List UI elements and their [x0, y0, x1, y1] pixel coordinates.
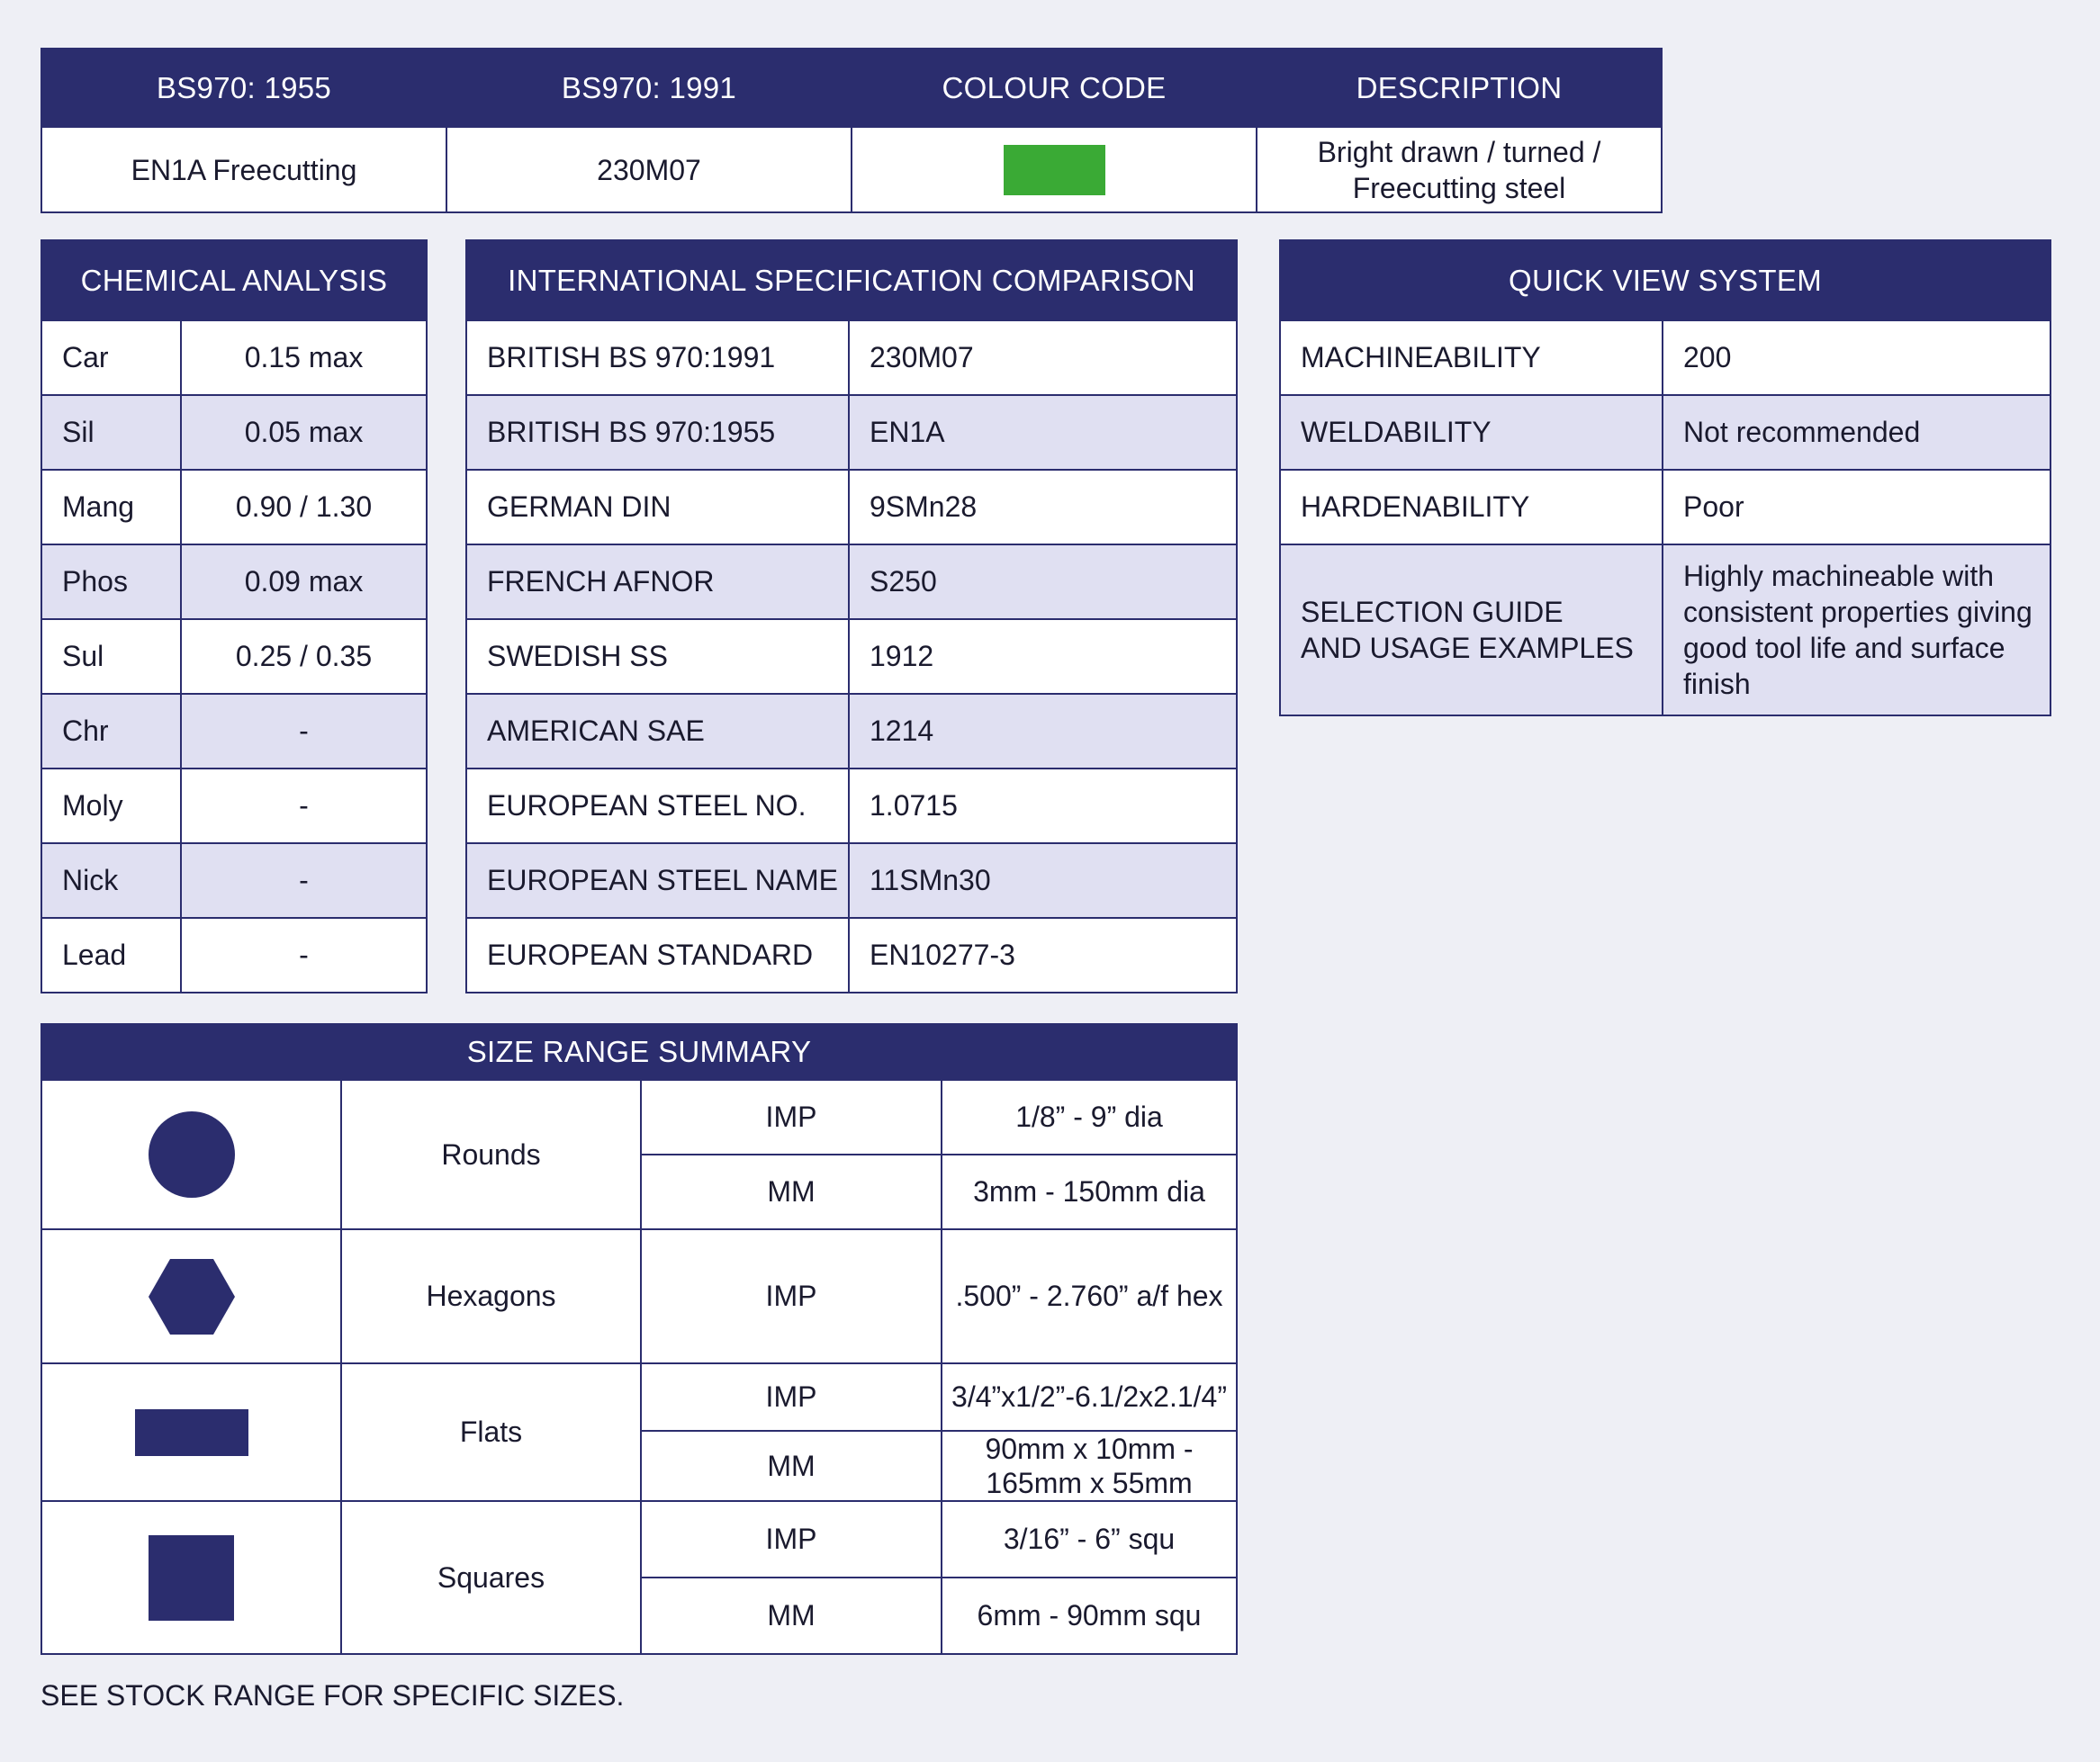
table-row: [41, 1363, 1237, 1431]
spec-value: 9SMn28: [849, 470, 1237, 544]
header-bs1991: BS970: 1991: [446, 49, 852, 127]
table-row: [41, 395, 427, 470]
hexagons-imp-label: IMP: [641, 1229, 942, 1363]
element-value: -: [181, 769, 427, 843]
squares-mm-label: MM: [641, 1578, 942, 1654]
spec-label: EUROPEAN STEEL NAME: [466, 843, 849, 918]
header-colour-code: COLOUR CODE: [852, 49, 1257, 127]
rounds-imp-value: 1/8” - 9” dia: [942, 1080, 1237, 1155]
table-row: [466, 769, 1237, 843]
weldability-label: WELDABILITY: [1280, 395, 1663, 470]
flats-mm-line-2: 165mm x 55mm: [986, 1467, 1193, 1499]
element-label: Phos: [41, 544, 181, 619]
colour-code-cell: [852, 127, 1257, 212]
hexagon-icon: [149, 1259, 235, 1335]
spec-label: BRITISH BS 970:1991: [466, 320, 849, 395]
header-bs1955: BS970: 1955: [41, 49, 446, 127]
machineability-label: MACHINEABILITY: [1280, 320, 1663, 395]
flats-mm-label: MM: [641, 1431, 942, 1501]
quick-view-table: [1279, 239, 2051, 716]
circle-icon: [149, 1111, 235, 1198]
rounds-mm-label: MM: [641, 1155, 942, 1229]
table-row: [41, 1229, 1237, 1363]
spec-value: S250: [849, 544, 1237, 619]
spec-value: 11SMn30: [849, 843, 1237, 918]
spec-label: SWEDISH SS: [466, 619, 849, 694]
table-row: [41, 470, 427, 544]
element-value: -: [181, 694, 427, 769]
flats-mm-line-1: 90mm x 10mm -: [985, 1433, 1194, 1465]
spec-value: 230M07: [849, 320, 1237, 395]
element-value: 0.90 / 1.30: [181, 470, 427, 544]
table-row: [41, 320, 427, 395]
flats-imp-value: 3/4”x1/2”-6.1/2x2.1/4”: [942, 1363, 1237, 1431]
selection-label-line-2: AND USAGE EXAMPLES: [1301, 632, 1634, 664]
table-row: [466, 619, 1237, 694]
chemical-analysis-title: CHEMICAL ANALYSIS: [41, 240, 427, 320]
stock-range-note: SEE STOCK RANGE FOR SPECIFIC SIZES.: [41, 1679, 625, 1712]
spec-label: AMERICAN SAE: [466, 694, 849, 769]
bs1991-value: 230M07: [446, 127, 852, 212]
table-row: [41, 918, 427, 993]
spec-label: FRENCH AFNOR: [466, 544, 849, 619]
rounds-shape-cell: [41, 1080, 341, 1229]
description-value: [1257, 127, 1662, 212]
rounds-mm-value: 3mm - 150mm dia: [942, 1155, 1237, 1229]
table-row: [1280, 395, 2050, 470]
selection-guide-label: [1280, 544, 1663, 715]
squares-mm-value: 6mm - 90mm squ: [942, 1578, 1237, 1654]
table-row: [1280, 320, 2050, 395]
spec-value: 1.0715: [849, 769, 1237, 843]
grade-summary-table: [41, 48, 1663, 213]
element-value: 0.15 max: [181, 320, 427, 395]
squares-imp-value: 3/16” - 6” squ: [942, 1501, 1237, 1578]
table-row: [41, 843, 427, 918]
element-label: Nick: [41, 843, 181, 918]
table-row: [41, 1501, 1237, 1578]
header-description: DESCRIPTION: [1257, 49, 1662, 127]
table-row: [1280, 544, 2050, 715]
table-row: [1280, 470, 2050, 544]
square-icon: [149, 1535, 234, 1621]
spec-value: 1214: [849, 694, 1237, 769]
spec-label: EUROPEAN STEEL NO.: [466, 769, 849, 843]
table-row: [41, 544, 427, 619]
element-value: 0.09 max: [181, 544, 427, 619]
squares-shape-cell: [41, 1501, 341, 1654]
flats-label: Flats: [341, 1363, 641, 1501]
hardenability-label: HARDENABILITY: [1280, 470, 1663, 544]
table-row: [466, 918, 1237, 993]
element-label: Moly: [41, 769, 181, 843]
hexagons-imp-value: .500” - 2.760” a/f hex: [942, 1229, 1237, 1363]
table-row: [41, 769, 427, 843]
squares-label: Squares: [341, 1501, 641, 1654]
element-value: -: [181, 918, 427, 993]
element-value: 0.25 / 0.35: [181, 619, 427, 694]
weldability-value: Not recommended: [1663, 395, 2050, 470]
hardenability-value: Poor: [1663, 470, 2050, 544]
element-value: 0.05 max: [181, 395, 427, 470]
table-row: [41, 1080, 1237, 1155]
selection-label-line-1: SELECTION GUIDE: [1301, 596, 1564, 628]
flats-shape-cell: [41, 1363, 341, 1501]
rectangle-icon: [135, 1409, 248, 1456]
selection-line-2: consistent properties giving: [1683, 596, 2032, 628]
element-label: Sul: [41, 619, 181, 694]
hexagons-label: Hexagons: [341, 1229, 641, 1363]
flats-mm-value: [942, 1431, 1237, 1501]
table-row: [41, 694, 427, 769]
spec-label: GERMAN DIN: [466, 470, 849, 544]
spec-value: EN10277-3: [849, 918, 1237, 993]
description-line-2: Freecutting steel: [1352, 171, 1566, 204]
size-range-title: SIZE RANGE SUMMARY: [41, 1024, 1237, 1080]
element-label: Car: [41, 320, 181, 395]
table-row: [466, 544, 1237, 619]
table-row: [466, 843, 1237, 918]
table-row: [466, 470, 1237, 544]
international-spec-table: [465, 239, 1238, 993]
table-row: [466, 395, 1237, 470]
element-label: Lead: [41, 918, 181, 993]
machineability-value: 200: [1663, 320, 2050, 395]
colour-swatch: [1004, 145, 1105, 195]
element-label: Chr: [41, 694, 181, 769]
element-label: Mang: [41, 470, 181, 544]
rounds-imp-label: IMP: [641, 1080, 942, 1155]
spec-label: BRITISH BS 970:1955: [466, 395, 849, 470]
flats-imp-label: IMP: [641, 1363, 942, 1431]
squares-imp-label: IMP: [641, 1501, 942, 1578]
element-label: Sil: [41, 395, 181, 470]
bs1955-value: EN1A Freecutting: [41, 127, 446, 212]
selection-line-3: good tool life and surface: [1683, 632, 2005, 664]
selection-line-1: Highly machineable with: [1683, 560, 1995, 592]
size-range-table: [41, 1023, 1238, 1655]
hexagons-shape-cell: [41, 1229, 341, 1363]
chemical-analysis-table: [41, 239, 428, 993]
rounds-label: Rounds: [341, 1080, 641, 1229]
table-row: [41, 619, 427, 694]
spec-value: EN1A: [849, 395, 1237, 470]
selection-line-4: finish: [1683, 668, 1751, 700]
quick-view-title: QUICK VIEW SYSTEM: [1280, 240, 2050, 320]
spec-value: 1912: [849, 619, 1237, 694]
spec-label: EUROPEAN STANDARD: [466, 918, 849, 993]
element-value: -: [181, 843, 427, 918]
description-line-1: Bright drawn / turned /: [1317, 135, 1601, 168]
selection-guide-value: [1663, 544, 2050, 715]
international-spec-title: INTERNATIONAL SPECIFICATION COMPARISON: [466, 240, 1237, 320]
table-row: [466, 694, 1237, 769]
table-row: [466, 320, 1237, 395]
